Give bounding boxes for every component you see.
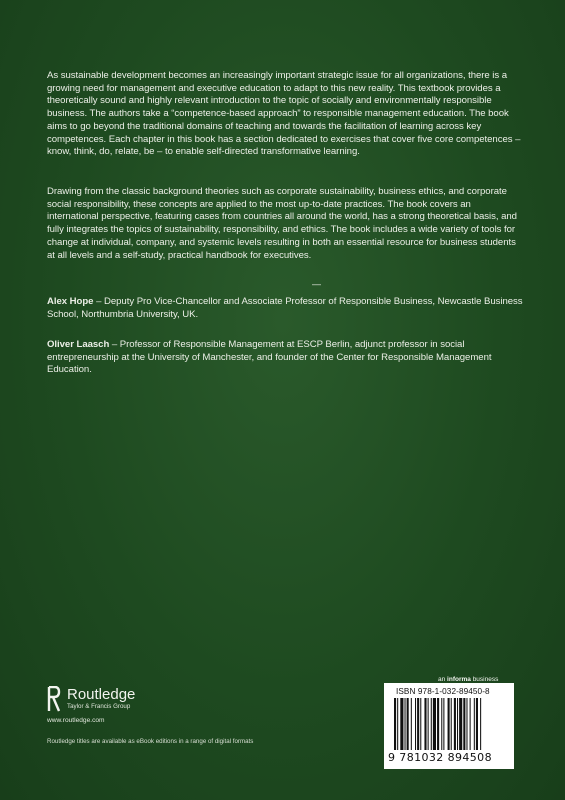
publisher-website: www.routledge.com bbox=[47, 717, 105, 724]
description-paragraph-1: As sustainable development becomes an increasingly important strategic issue for all organizations, there is a growing need for management and executive education to adapt to this new reality. This textbook provides a theoretically sound and highly relevant introduction to the topic of socially and environmentally responsible business. The authors take a “competence-based approach” to responsible management education. The book aims to go beyond the traditional domains of teaching and towards the facilitation of learning across key competences. Each chapter in this book has a section dedicated to exercises that cover five core competences – know, think, do, relate, be – to enable self-directed transformative learning. bbox=[47, 70, 521, 158]
isbn-label: ISBN 978-1-032-89450-8 bbox=[396, 687, 490, 696]
publisher-logo bbox=[47, 686, 135, 712]
barcode-box bbox=[384, 683, 514, 769]
publisher-name: Routledge bbox=[67, 686, 136, 703]
informa-business-label: an informa business bbox=[438, 676, 499, 683]
routledge-logo-icon bbox=[47, 686, 61, 712]
publisher-group: Taylor & Francis Group bbox=[67, 703, 131, 710]
author-bio-1 bbox=[47, 296, 523, 321]
author-bio-text: – Professor of Responsible Management at ESCP Berlin, adjunct professor in social entrepreneurship at the University of Manchester, and founder of the Center for Responsible Management Education. bbox=[47, 339, 492, 376]
separator-dash: — bbox=[312, 279, 321, 289]
author-name: Oliver Laasch bbox=[47, 339, 110, 350]
author-bio-text: – Deputy Pro Vice-Chancellor and Associate Professor of Responsible Business, Newcastle Business School, Northumbria University, UK. bbox=[47, 296, 523, 320]
ebook-note: Routledge titles are available as eBook editions in a range of digital formats bbox=[47, 738, 254, 745]
author-name: Alex Hope bbox=[47, 296, 94, 307]
author-bio-2 bbox=[47, 339, 523, 377]
barcode-icon bbox=[394, 698, 506, 750]
barcode-number: 9 781032 894508 bbox=[388, 751, 492, 764]
description-paragraph-2: Drawing from the classic background theories such as corporate sustainability, business ethics, and corporate social responsibility, these concepts are applied to the most up-to-date practices. The book covers an international perspective, featuring cases from countries all around the world, has a strong theoretical basis, and fully integrates the topics of sustainability, responsibility, and ethics. The book includes a wide variety of tools for change at individual, company, and systemic levels resulting in both an essential resource for business students at all levels and a self-study, practical handbook for executives. bbox=[47, 186, 517, 261]
informa-brand: informa bbox=[447, 676, 471, 683]
